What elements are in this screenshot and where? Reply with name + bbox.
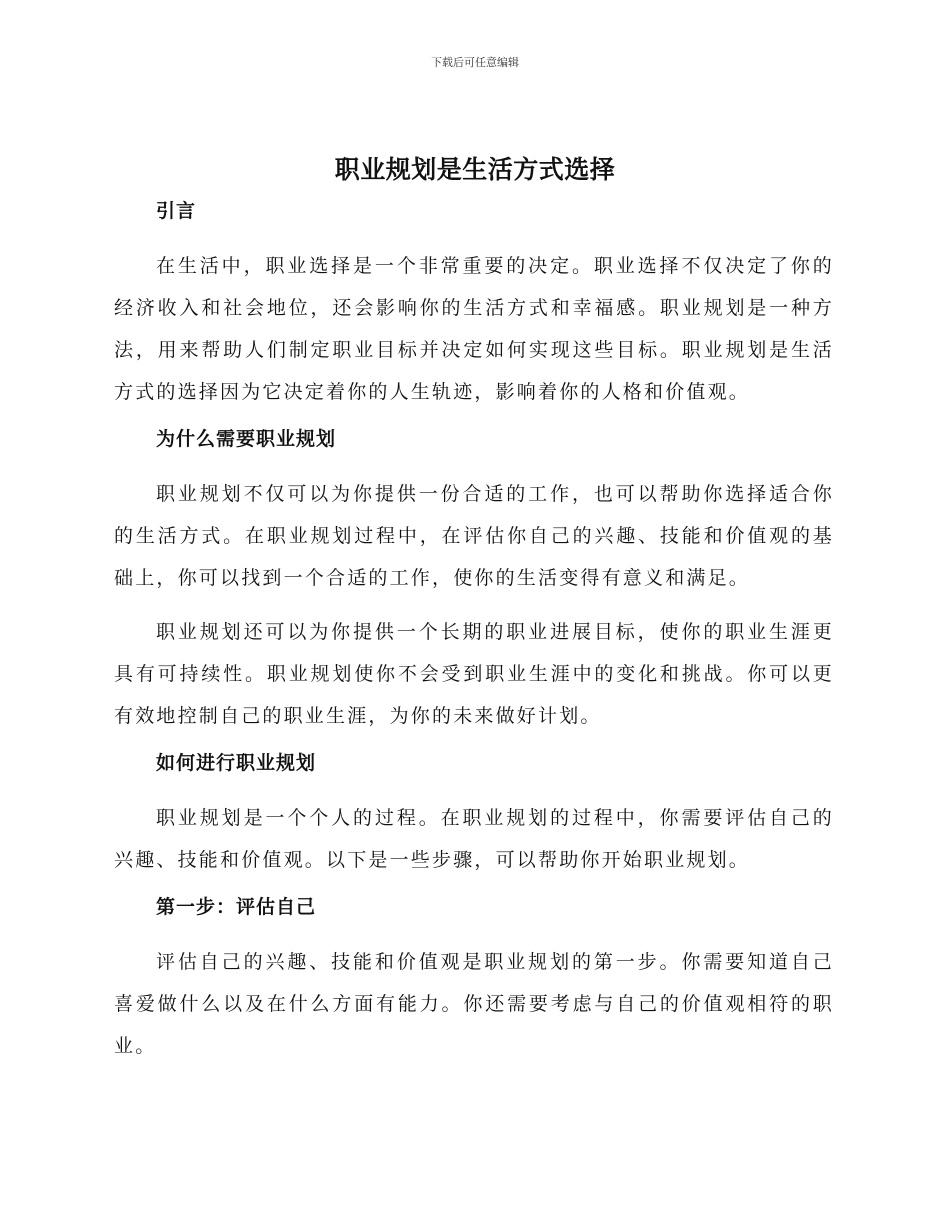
why-paragraph-2: 职业规划还可以为你提供一个长期的职业进展目标，使你的职业生涯更具有可持续性。职业规划使你不会受到职业生涯中的变化和挑战。你可以更有效地控制自己的职业生涯，为你的未来做好计划。 [114,621,834,727]
step1-paragraph: 评估自己的兴趣、技能和价值观是职业规划的第一步。你需要知道自己喜爱做什么以及在什么方面有能力。你还需要考虑与自己的价值观相符的职业。 [114,951,834,1057]
how-paragraph: 职业规划是一个个人的过程。在职业规划的过程中，你需要评估自己的兴趣、技能和价值观。以下是一些步骤，可以帮助你开始职业规划。 [114,807,834,871]
document-body [114,197,834,1079]
why-paragraph-1: 职业规划不仅可以为你提供一份合适的工作，也可以帮助你选择适合你的生活方式。在职业规划过程中，在评估你自己的兴趣、技能和价值观的基础上，你可以找到一个合适的工作，使你的生活变得有意义和满足。 [114,483,834,589]
section-heading-intro: 引言 [156,200,197,222]
document-title: 职业规划是生活方式选择 [334,155,616,184]
intro-paragraph: 在生活中，职业选择是一个非常重要的决定。职业选择不仅决定了你的经济收入和社会地位，还会影响你的生活方式和幸福感。职业规划是一种方法，用来帮助人们制定职业目标并决定如何实现这些目标。职业规划是生活方式的选择因为它决定着你的人生轨迹，影响着你的人格和价值观。 [114,255,834,403]
section-heading-step1: 第一步：评估自己 [156,896,317,918]
section-heading-why: 为什么需要职业规划 [156,428,337,450]
section-heading-how: 如何进行职业规划 [156,752,317,774]
page-header-note: 下载后可任意编辑 [431,56,519,69]
